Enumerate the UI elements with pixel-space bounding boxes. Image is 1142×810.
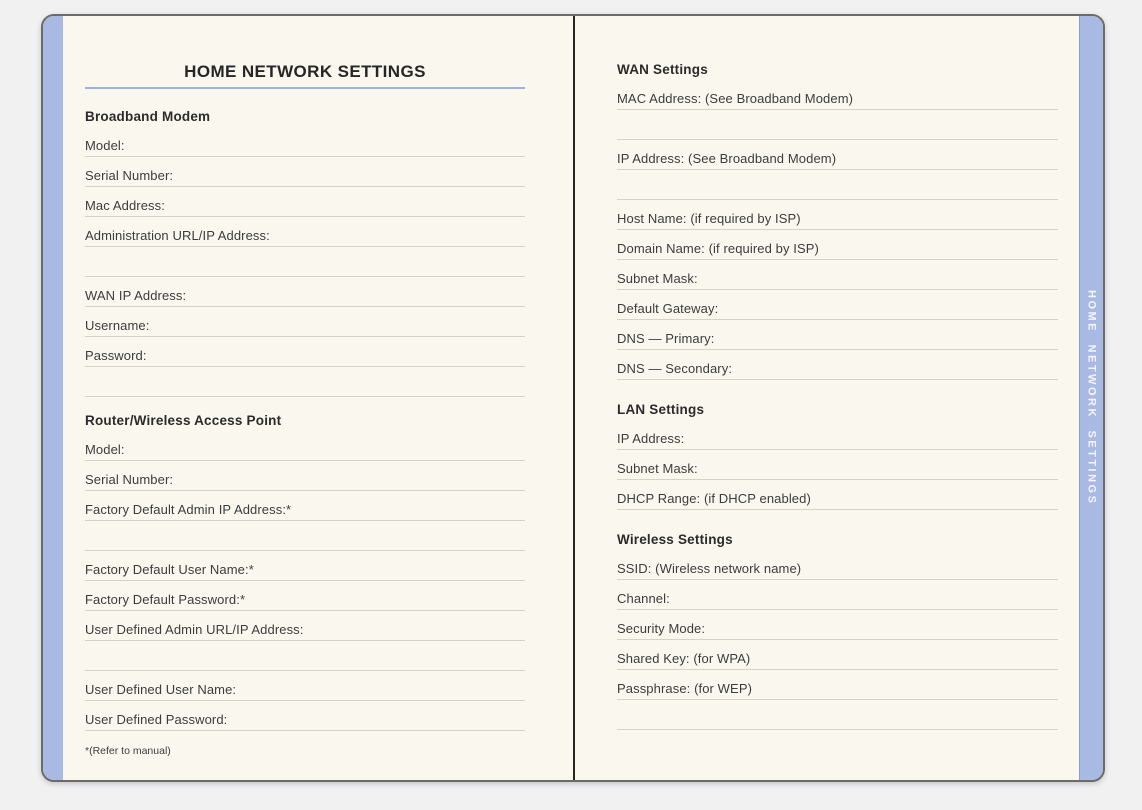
field-label: Serial Number: bbox=[85, 168, 174, 183]
page-edge-left bbox=[43, 16, 63, 780]
form-field-row bbox=[85, 217, 525, 247]
form-field-row bbox=[617, 140, 1058, 170]
form-field-row bbox=[85, 277, 525, 307]
field-label: IP Address: (See Broadband Modem) bbox=[617, 151, 837, 166]
field-label: IP Address: bbox=[617, 431, 685, 446]
form-section bbox=[617, 530, 1058, 730]
form-section bbox=[617, 60, 1058, 380]
field-label: Default Gateway: bbox=[617, 301, 719, 316]
field-label: Shared Key: (for WPA) bbox=[617, 651, 751, 666]
field-label: User Defined Password: bbox=[85, 712, 228, 727]
field-label: User Defined Admin URL/IP Address: bbox=[85, 622, 304, 637]
form-field-row bbox=[617, 610, 1058, 640]
page-edge-right bbox=[1079, 16, 1103, 780]
section-heading: Broadband Modem bbox=[85, 109, 211, 124]
right-form-groups bbox=[617, 60, 1058, 730]
field-label: DHCP Range: (if DHCP enabled) bbox=[617, 491, 811, 506]
side-tab-label: HOME NETWORK SETTINGS bbox=[1085, 290, 1098, 506]
form-field-row bbox=[85, 671, 525, 701]
field-label: DNS — Secondary: bbox=[617, 361, 733, 376]
field-label: Administration URL/IP Address: bbox=[85, 228, 270, 243]
form-section bbox=[85, 411, 525, 731]
center-divider bbox=[573, 16, 575, 780]
footnote: *(Refer to manual) bbox=[85, 745, 171, 757]
form-field-row bbox=[85, 551, 525, 581]
form-field-row bbox=[617, 80, 1058, 110]
form-field-row bbox=[617, 480, 1058, 510]
blank-line-row bbox=[617, 700, 1058, 730]
form-field-row bbox=[85, 431, 525, 461]
blank-line-row bbox=[617, 170, 1058, 200]
field-label: Subnet Mask: bbox=[617, 461, 698, 476]
form-field-row bbox=[85, 337, 525, 367]
form-field-row bbox=[617, 320, 1058, 350]
field-label: Factory Default Password:* bbox=[85, 592, 246, 607]
left-page-column bbox=[85, 16, 525, 757]
field-label: MAC Address: (See Broadband Modem) bbox=[617, 91, 854, 106]
field-label: Domain Name: (if required by ISP) bbox=[617, 241, 819, 256]
field-label: DNS — Primary: bbox=[617, 331, 715, 346]
blank-line-row bbox=[85, 247, 525, 277]
field-label: SSID: (Wireless network name) bbox=[617, 561, 802, 576]
form-field-row bbox=[85, 611, 525, 641]
field-label: Security Mode: bbox=[617, 621, 706, 636]
blank-line-row bbox=[85, 641, 525, 671]
field-label: User Defined User Name: bbox=[85, 682, 237, 697]
form-field-row bbox=[617, 580, 1058, 610]
right-page-column bbox=[617, 16, 1058, 730]
form-field-row bbox=[85, 461, 525, 491]
field-label: Host Name: (if required by ISP) bbox=[617, 211, 801, 226]
section-heading: Wireless Settings bbox=[617, 532, 733, 547]
field-label: Password: bbox=[85, 348, 147, 363]
form-field-row bbox=[617, 350, 1058, 380]
blank-line-row bbox=[85, 521, 525, 551]
form-field-row bbox=[617, 200, 1058, 230]
form-field-row bbox=[617, 640, 1058, 670]
field-label: Model: bbox=[85, 442, 125, 457]
form-section bbox=[617, 400, 1058, 510]
form-field-row bbox=[85, 187, 525, 217]
form-field-row bbox=[85, 701, 525, 731]
form-section bbox=[85, 107, 525, 397]
form-field-row bbox=[617, 450, 1058, 480]
form-field-row bbox=[617, 260, 1058, 290]
page-title: HOME NETWORK SETTINGS bbox=[85, 62, 525, 89]
form-field-row bbox=[617, 230, 1058, 260]
field-label: Model: bbox=[85, 138, 125, 153]
form-field-row bbox=[85, 127, 525, 157]
notebook-page bbox=[41, 14, 1105, 782]
field-label: WAN IP Address: bbox=[85, 288, 187, 303]
form-field-row bbox=[85, 491, 525, 521]
field-label: Factory Default User Name:* bbox=[85, 562, 254, 577]
form-field-row bbox=[85, 581, 525, 611]
field-label: Factory Default Admin IP Address:* bbox=[85, 502, 292, 517]
form-field-row bbox=[617, 670, 1058, 700]
field-label: Serial Number: bbox=[85, 472, 174, 487]
form-field-row bbox=[617, 550, 1058, 580]
field-label: Username: bbox=[85, 318, 150, 333]
form-field-row bbox=[85, 307, 525, 337]
field-label: Channel: bbox=[617, 591, 670, 606]
section-heading: LAN Settings bbox=[617, 402, 705, 417]
section-heading: Router/Wireless Access Point bbox=[85, 413, 282, 428]
field-label: Subnet Mask: bbox=[617, 271, 698, 286]
field-label: Passphrase: (for WEP) bbox=[617, 681, 753, 696]
form-field-row bbox=[85, 157, 525, 187]
blank-line-row bbox=[85, 367, 525, 397]
section-heading: WAN Settings bbox=[617, 62, 708, 77]
form-field-row bbox=[617, 290, 1058, 320]
left-form-groups bbox=[85, 107, 525, 731]
blank-line-row bbox=[617, 110, 1058, 140]
form-field-row bbox=[617, 420, 1058, 450]
field-label: Mac Address: bbox=[85, 198, 165, 213]
